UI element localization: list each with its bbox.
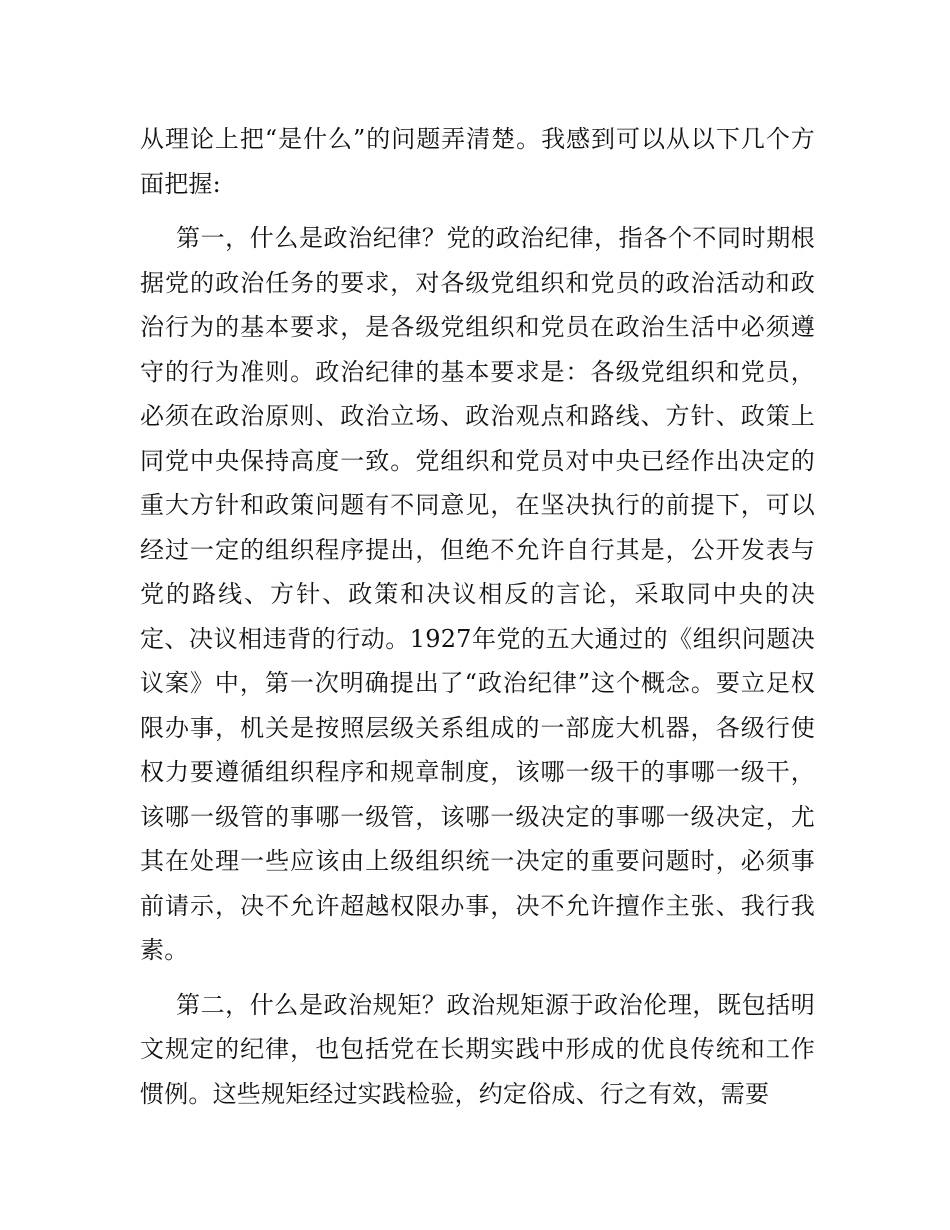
paragraph-political-discipline: 第一，什么是政治纪律？党的政治纪律，指各个不同时期根据党的政治任务的要求，对各级党组织和党员的政治活动和政治行为的基本要求，是各级党组织和党员在政治生活中必须遵守的行为准则。政治纪律的基本要求是：各级党组织和党员，必须在政治原则、政治立场、政治观点和路线、方针、政策上同党中央保持高度一致。党组织和党员对中央已经作出决定的重大方针和政策问题有不同意见，在坚决执行的前提下，可以经过一定的组织程序提出，但绝不允许自行其是，公开发表与党的路线、方针、政策和决议相反的言论，采取同中央的决定、决议相违背的行动。1927年党的五大通过的《组织问题决议案》中，第一次明确提出了“政治纪律”这个概念。要立足权限办事，机关是按照层级关系组成的一部庞大机器，各级行使权力要遵循组织程序和规章制度，该哪一级干的事哪一级干，该哪一级管的事哪一级管，该哪一级决定的事哪一级决定，尤其在处理一些应该由上级组织统一决定的重要问题时，必须事前请示，决不允许超越权限办事，决不允许擅作主张、我行我素。	[140, 224, 815, 964]
paragraph-continuation: 从理论上把“是什么”的问题弄清楚。我感到可以从以下几个方面把握:	[140, 125, 815, 198]
paragraph-political-rules: 第二，什么是政治规矩？政治规矩源于政治伦理，既包括明文规定的纪律，也包括党在长期实践中形成的优良传统和工作惯例。这些规矩经过实践检验，约定俗成、行之有效，需要	[140, 990, 815, 1108]
document-body	[140, 117, 815, 1126]
